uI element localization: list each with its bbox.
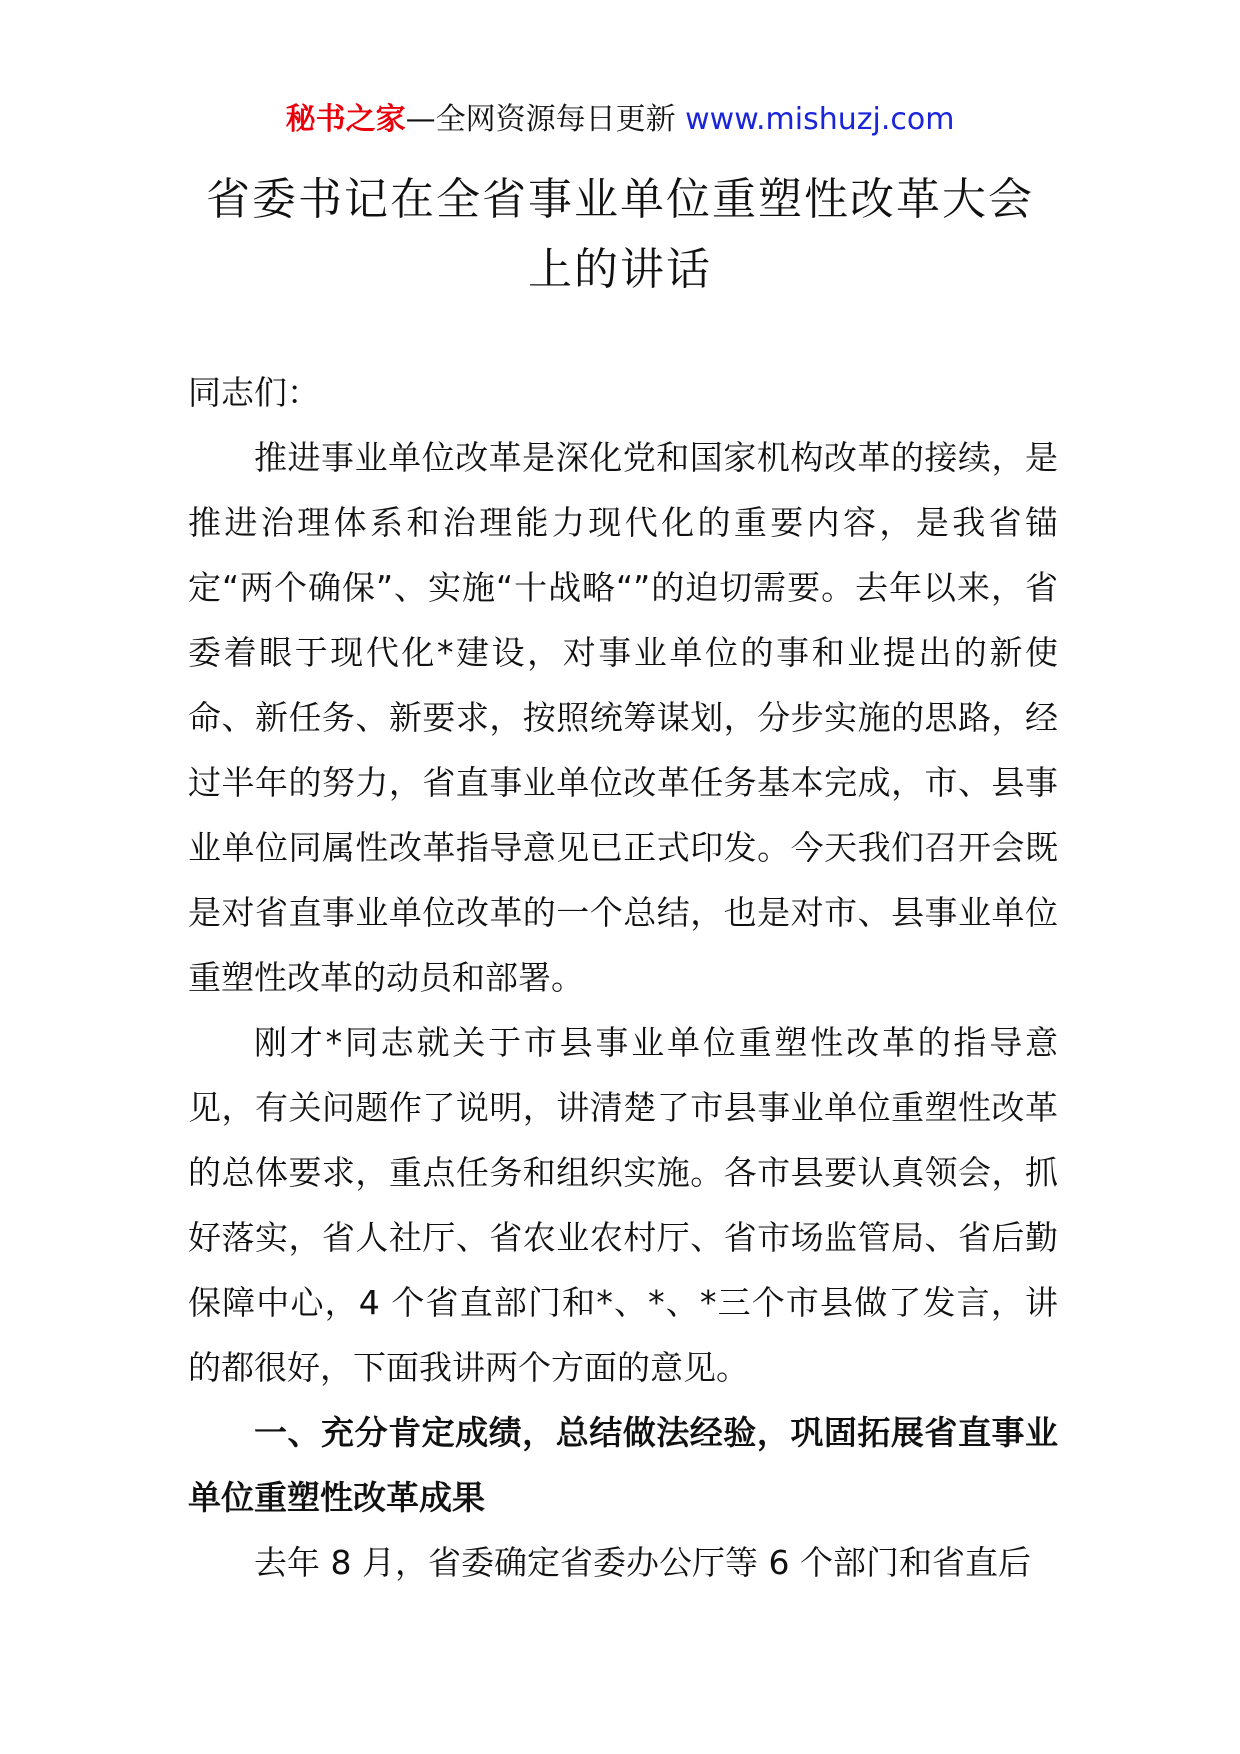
paragraph-1: 推进事业单位改革是深化党和国家机构改革的接续，是推进治理体系和治理能力现代化的重要内容，是我省锚定“两个确保”、实施“十战略“”的迫切需要。去年以来，省委着眼于现代化*建设，对事业单位的事和业提出的新使命、新任务、新要求，按照统筹谋划，分步实施的思路，经过半年的努力，省直事业单位改革任务基本完成，市、县事业单位同属性改革指导意见已正式印发。今天我们召开会既是对省直事业单位改革的一个总结，也是对市、县事业单位重塑性改革的动员和部署。 (188, 438, 1058, 997)
brand-name: 秘书之家 (285, 102, 406, 137)
paragraph-3: 去年 8 月，省委确定省委办公厅等 6 个部门和省直后 (254, 1543, 1031, 1582)
document-title: 省委书记在全省事业单位重塑性改革大会上的讲话 (206, 174, 1034, 295)
paragraph-2: 刚才*同志就关于市县事业单位重塑性改革的指导意见，有关问题作了说明，讲清楚了市县事业单位重塑性改革的总体要求，重点任务和组织实施。各市县要认真领会，抓好落实，省人社厅、省农业农村厅、省市场监管局、省后勤保障中心，4 个省直部门和*、*、*三个市县做了发言，讲的都很好，下面我讲两个方面的意见。 (188, 1023, 1058, 1387)
section-heading-1: 一、充分肯定成绩，总结做法经验，巩固拓展省直事业单位重塑性改革成果 (188, 1413, 1058, 1517)
document-body (188, 360, 1058, 1595)
salutation: 同志们： (188, 373, 320, 412)
watermark-header (0, 98, 1240, 142)
site-url-link[interactable]: www.mishuzj.com (685, 102, 955, 137)
header-tagline: —全网资源每日更新 (405, 102, 686, 137)
